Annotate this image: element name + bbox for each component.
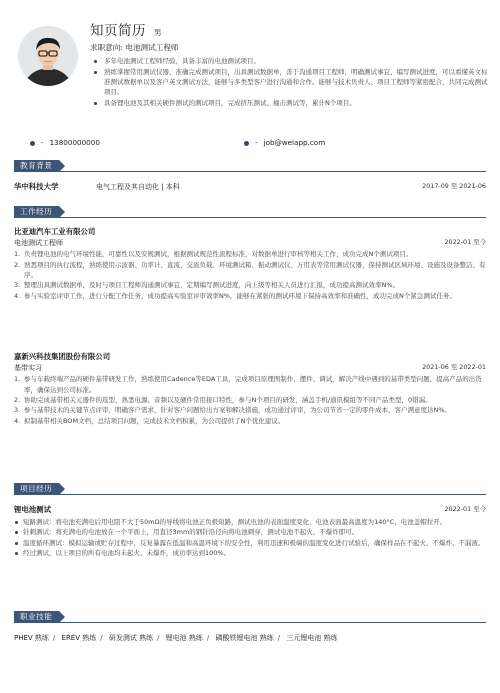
candidate-gender: 男 [154,28,162,37]
avatar [18,26,78,86]
work-date: 2021-06 至 2022-01 [422,362,486,371]
section-divider [14,171,486,172]
section-divider [14,217,486,218]
education-row [14,182,486,194]
job-role: 电池测试工程师 [14,238,63,247]
skill-item: PHEV 熟练 [14,634,49,642]
section-title: 教育背景 [14,160,59,172]
project-items [14,517,486,559]
job-intention-value: 电池测试工程师 [125,43,179,52]
skill-item: 锂电池 熟练 [165,634,203,642]
duty-item: 2. 熟悉项目的执行流程，熟练使用示波器、功率计、直流、交流负载、环境测试箱、振动测试仪、万用表等常用测试仪器，保持测试区域环境、设施及设备整洁、有序。 [14,260,486,280]
section-title: 职业技能 [14,611,59,623]
work-entry [14,227,486,301]
duty-item: 1. 负责锂电池的电气环境性能，可靠性以及安规测试，根据测试规范性流程标准，对数据单进行审核等相关工作，成功完成N个测试项目。 [14,250,413,259]
summary-item: 具备锂电池及其相关硬件测试的测试项目，完成挤压测试、撞击测试等，累计N个项目。 [104,98,490,108]
skill-item: EREV 熟练 [61,634,97,642]
section-title: 项目经历 [14,483,59,495]
duty-list [14,249,486,301]
section-education [14,160,486,172]
skill-item: 三元锂电池 熟练 [286,634,338,642]
contact-bar [30,138,470,148]
duty-item: 3. 整理出具测试数据单，及时与项目工程师沟通测试事宜，定期编写测试进度，向上级等相关人员进行汇报，成功提高测试效率N%。 [14,281,400,290]
skill-item: 研发测试 熟练 [108,634,154,642]
section-project [14,483,486,495]
duty-list [14,374,486,426]
section-skills [14,611,486,623]
job-intention-label: 求职意向: [90,43,123,52]
summary-list [104,56,490,109]
project-name: 锂电池测试 [14,505,51,514]
project-item: 温度循环测试：模拟运输或贮存过程中，反复暴露在低温和高温环境下的安全性，利用迅速和极端的温度变化进行试验后，确保样品在不起火、不爆炸、不漏液。 [14,538,486,548]
summary-item: 熟练掌握常用测试仪器，准确完成测试项目，出具测试数据单，善于沟通项目工程师，明确测试事宜、编写测试进度，可以看懂英文标准测试数据单以及客户英文测试方法，能够与多类型客户进行沟通和合作。能够与技术负责人、项目工程师等紧密配合，共同完成测试项目。 [104,67,490,97]
duty-item: 4. 拟制基带相关BOM文档，总结项目问题，完成技术文档积累，为公司提供了N个优化建议。 [14,416,285,425]
avatar-photo [18,26,78,86]
section-work [14,206,486,218]
phone-number: 13800000000 [49,138,100,147]
email-address: job@weiapp.com [263,138,326,147]
duty-item: 3. 参与基带技术的关键节点评审，明确客户需求，针对客户问题给出方案和解决措施，成功通过评审，为公司节省一定的零件成本，客户满意度达N%。 [14,406,452,415]
section-divider [14,622,486,623]
name-row [90,22,162,42]
phone-icon [30,141,35,146]
education-date: 2017-09 至 2021-06 [422,182,486,190]
section-divider [14,494,486,495]
duty-item: 4. 参与实验室评审工作，进行分配工作任务，成功提高实验室评审效率N%，能够在紧张的测试环境下保持高效率和准确性，成功完成N个紧急测试任务。 [14,291,456,300]
project-item: 短路测试：将电池充满电后用电阻不大于50mΩ的导线将电池正负极短路，测试电池的表面温度变化，电池表面最高温度为140°C，电池盖帽拉开。 [14,517,486,527]
job-intention [90,42,179,53]
candidate-name: 知页简历 [90,23,146,39]
job-role: 基带实习 [14,363,42,372]
project-item: 经过测试，以上项目的所有电池均未起火、未爆炸，成功率达到100%。 [14,548,486,558]
company-name: 比亚迪汽车工业有限公司 [14,227,96,236]
work-entry [14,352,486,426]
work-date: 2022-01 至今 [444,237,486,246]
section-title: 工作经历 [14,206,59,218]
project-item: 针刺测试：将充满电的电池放在一个平面上，用直径3mm的钢针沿径向将电池刺穿，测试电池不起火、不爆炸即可。 [14,527,486,537]
project-date: 2022-01 至今 [444,505,486,513]
duty-item: 2. 协助完成基带相关元器件的选型，熟悉电源、音频以及硬件常用接口特性，参与N个项目的研发，涵盖手机/通讯模组等不同产品类型，0错漏。 [14,396,432,405]
skills-list: PHEV 熟练 / EREV 熟练 / 研发测试 熟练 / 锂电池 熟练 / 磷酸铁锂电池 熟练 / 三元锂电池 熟练 [14,634,338,642]
project-entry [14,505,486,558]
duty-item: 1. 参与车载终端产品的硬件基带研发工作，熟练使用Cadence等EDA工具，完成项目原理图制作、摆件、调试，解决产线中遇到的基带类型问题，提高产品的出货率，确保达到公司标准。 [14,375,482,394]
skill-item: 磷酸铁锂电池 熟练 [215,634,274,642]
major-degree: 电气工程及其自动化 | 本科 [96,183,180,191]
company-name: 嘉新兴科技集团股份有限公司 [14,352,111,361]
contact-email: - job@weiapp.com [244,138,325,148]
contact-phone: - 13800000000 [30,138,244,148]
summary-item: 多年电池测试工程师经验，具备丰富的电池测试项目。 [104,56,490,66]
email-icon [244,141,249,146]
school-name: 华中科技大学 [14,182,59,191]
resume-header [14,16,486,131]
